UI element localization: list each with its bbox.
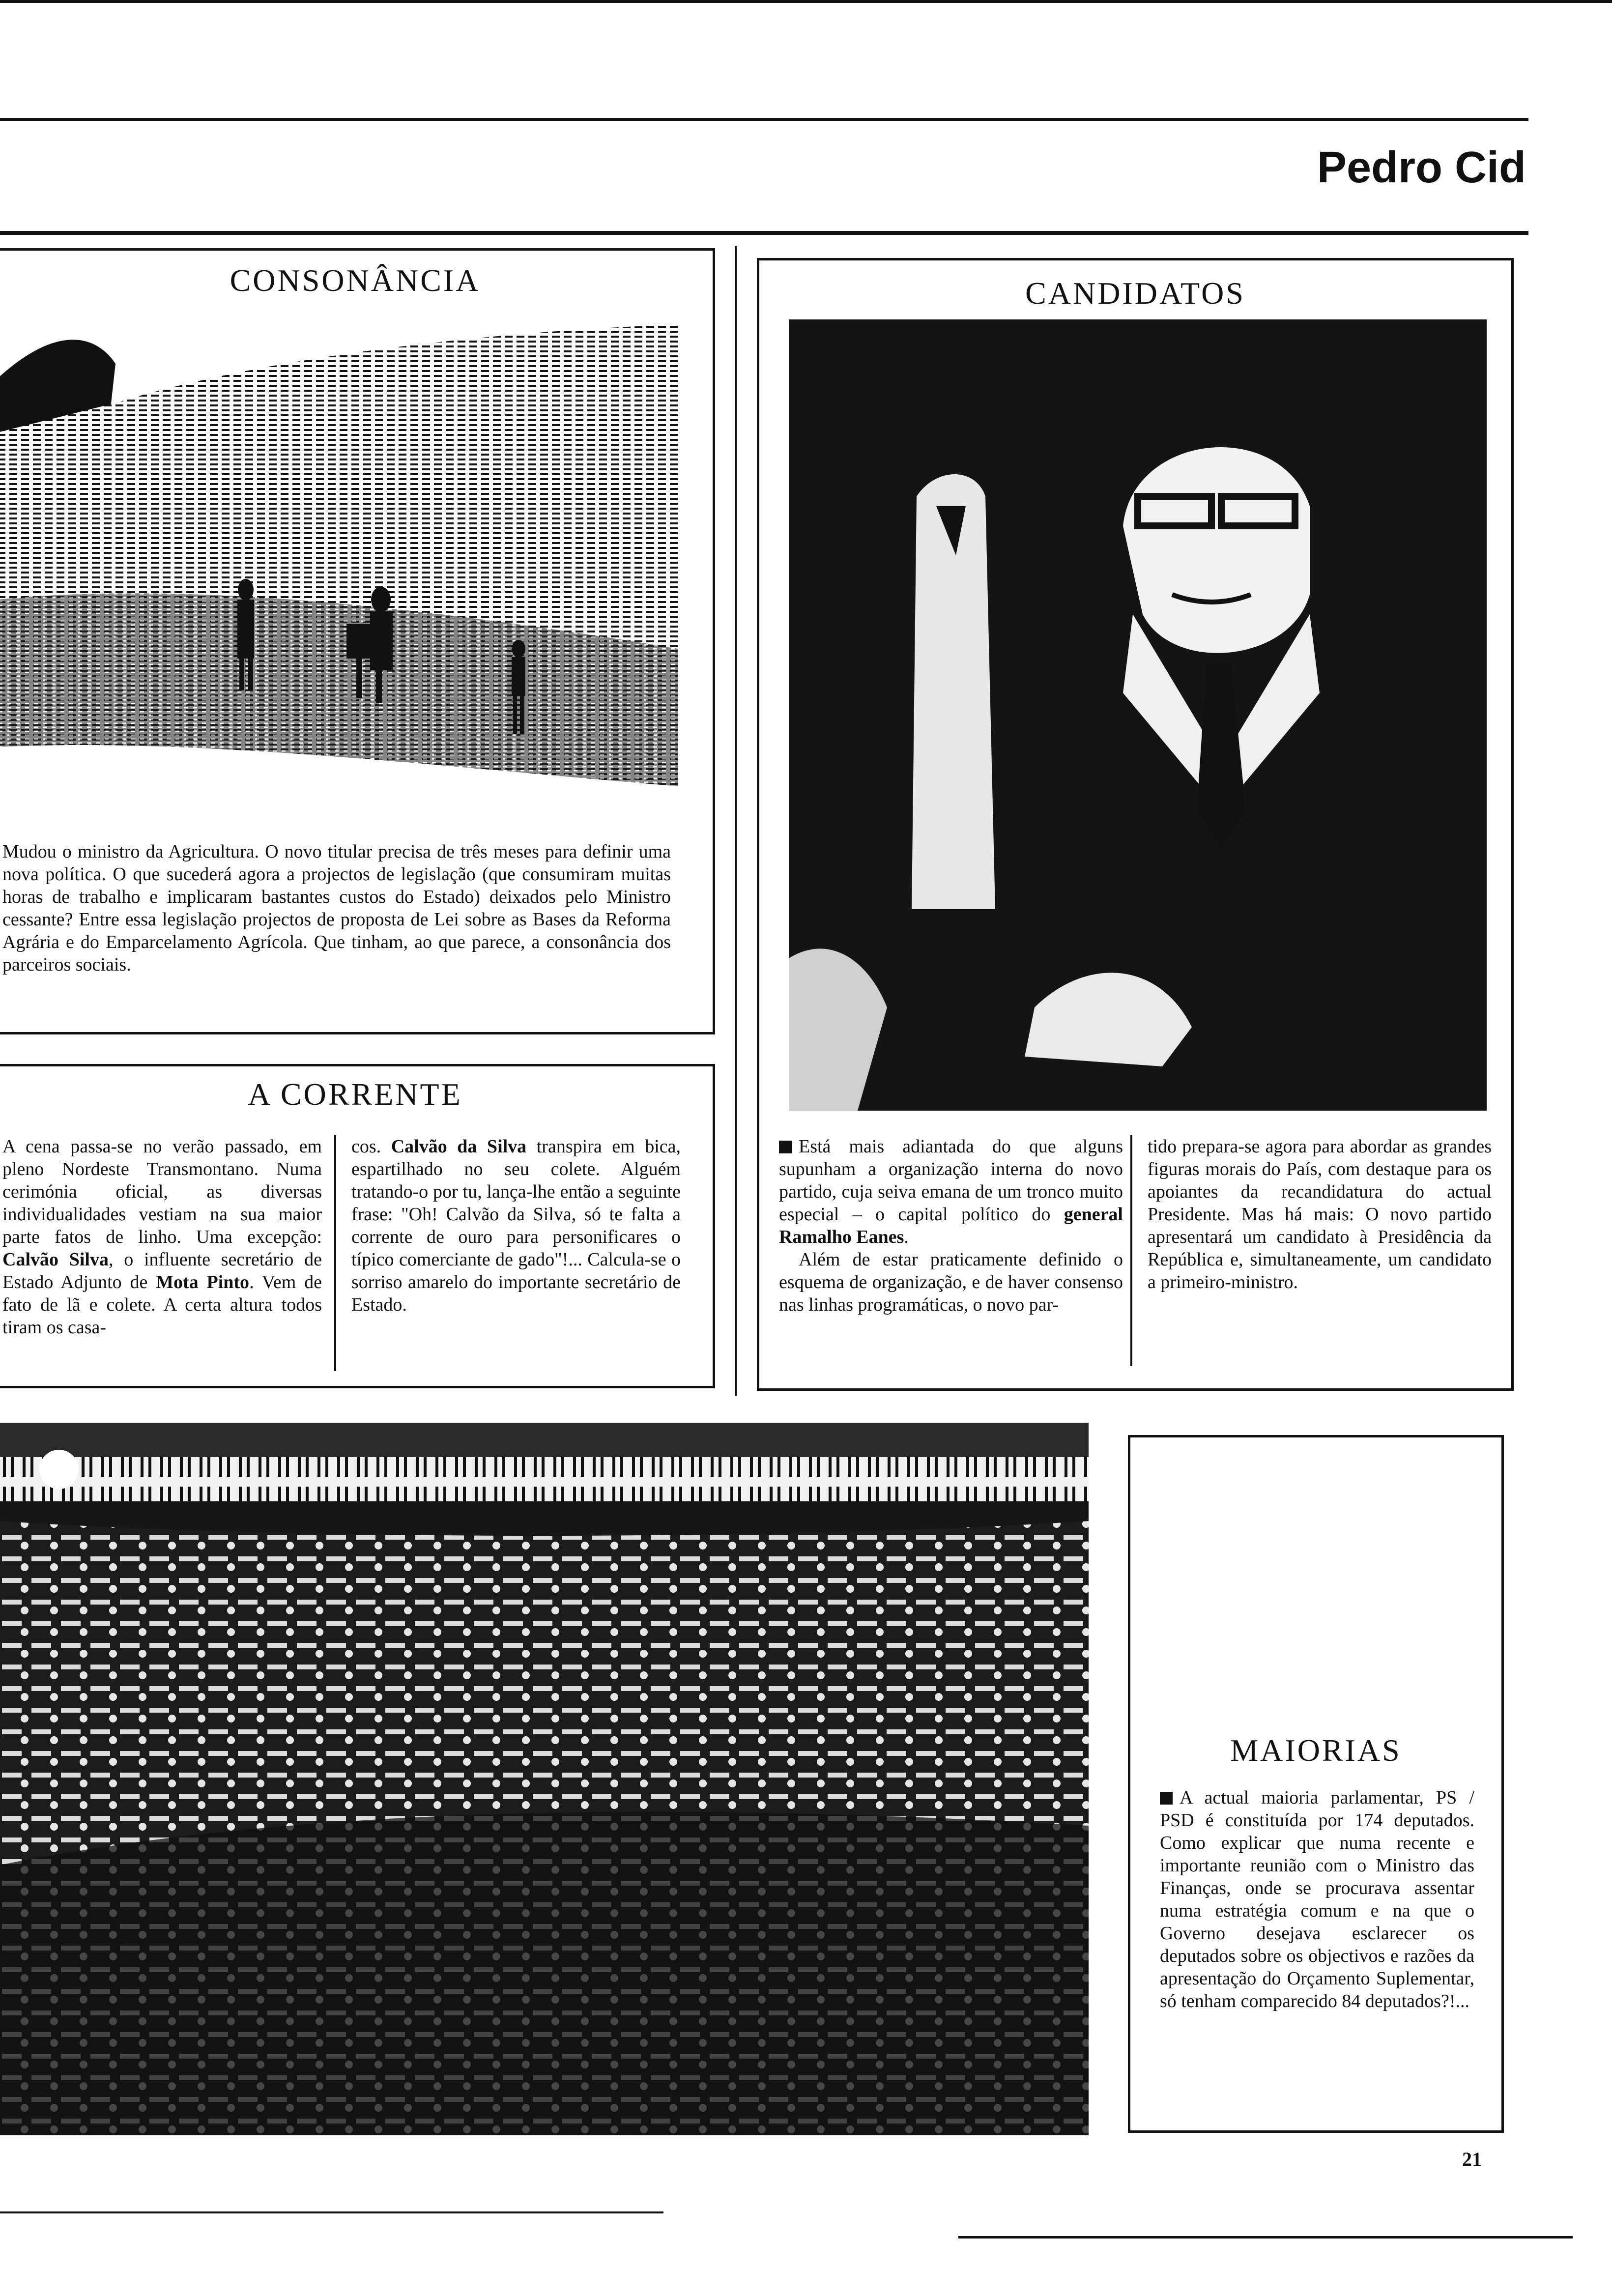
candidatos-col1-text-b: .	[904, 1227, 909, 1247]
candidatos-box	[757, 258, 1514, 1391]
candidatos-col-divider	[1130, 1135, 1132, 1366]
bullet-square-icon	[1160, 1792, 1173, 1805]
corrente-col1-name2: Mota Pinto	[156, 1272, 250, 1292]
corrente-col2-text-a: cos.	[351, 1136, 391, 1157]
maiorias-text	[1160, 1786, 1474, 2012]
corrente-col1-text-b: , o influente secretário de Estado Adjunto de	[2, 1249, 322, 1292]
corrente-col1-text-c: . Vem de fato de lã e colete. A certa altura todos tiram os casa-	[2, 1272, 322, 1338]
portrait-photo	[789, 319, 1487, 1111]
candidatos-title: CANDIDATOS	[1025, 276, 1245, 311]
maiorias-title: MAIORIAS	[1230, 1733, 1402, 1768]
corrente-col1-text-a: A cena passa-se no verão passado, em pleno Nordeste Transmontano. Numa cerimónia oficial, as diversas individualidades vestiam na sua maior parte fatos de linho. Uma excepção:	[2, 1136, 322, 1247]
consonancia-title: CONSONÂNCIA	[230, 263, 481, 298]
corrente-col1-name: Calvão Silva	[2, 1249, 109, 1270]
header-rule-top	[0, 118, 1528, 121]
candidatos-col1-text-c: Além de estar praticamente definido o esquema de organização, e de haver consenso nas linhas programáticas, o novo par-	[779, 1249, 1123, 1315]
candidatos-column-1	[779, 1135, 1123, 1316]
corrente-col2-name: Calvão da Silva	[391, 1136, 527, 1157]
consonancia-caption: Mudou o ministro da Agricultura. O novo titular precisa de três meses para definir uma nova política. O que sucederá agora a projectos de legislação (que consumiram muitas horas de trabalho e implicaram bastantes custos do Estado) deixados pelo Ministro cessante? Entre essa legislação projectos de proposta de Lei sobre as Bases da Reforma Agrária e do Emparcelamento Agrícola. Que tinham, ao que parece, a consonância dos parceiros sociais.	[2, 841, 671, 975]
corrente-box	[0, 1064, 715, 1388]
header-rule-bottom	[0, 231, 1528, 235]
bullet-square-icon	[779, 1141, 792, 1153]
maiorias-body: A actual maioria parlamentar, PS / PSD é constituída por 174 deputados. Como explicar que numa recente e importante reunião com o Ministro das Finanças, onde se procurava assentar numa estratégia comum e na que o Governo desejava esclarecer os deputados sobre os objectivos e razões da apresentação do Orçamento Suplementar, só tenham comparecido 84 deputados?!...	[1160, 1787, 1474, 2011]
landscape-illustration	[0, 305, 678, 811]
corrente-column-1	[2, 1135, 322, 1339]
bottom-rule-left	[0, 2211, 663, 2213]
candidatos-col1-text-a: Está mais adiantada do que alguns supunham a organização interna do novo partido, cuja seiva emana de um tronco muito especial – o capital político do	[779, 1136, 1123, 1225]
portrait-illustration	[789, 319, 1487, 1111]
column-divider	[735, 246, 737, 1396]
candidatos-column-2: tido prepara-se agora para abordar as grandes figuras morais do País, com destaque para os apoiantes da recandidatura do actual Presidente. Mas há mais: O novo partido apresentará um candidato à Presidência da República e, simultaneamente, um candidato a primeiro-ministro.	[1148, 1136, 1492, 1292]
candidatos-col1-name: general Ramalho Eanes	[779, 1204, 1123, 1247]
consonancia-box	[0, 248, 715, 1034]
corrente-title: A CORRENTE	[248, 1077, 462, 1112]
landscape-photo	[0, 305, 678, 811]
corrente-column-2	[351, 1135, 681, 1316]
maiorias-box	[1128, 1435, 1504, 2133]
author-name: Pedro Cid	[1317, 143, 1526, 192]
corrente-col-divider	[334, 1135, 336, 1371]
corrente-col2-text-b: transpira em bica, espartilhado no seu colete. Alguém tratando-o por tu, lança-lhe então a seguinte frase: "Oh! Calvão da Silva, só te falta a corrente de ouro para personificares o típico comerciante de gado"!... Calcula-se o sorriso amarelo do importante secretário de Estado.	[351, 1136, 681, 1315]
bottom-rule-right	[958, 2236, 1573, 2239]
page-number: 21	[1462, 2148, 1482, 2170]
parliament-photo	[0, 1423, 1089, 2135]
parliament-illustration	[0, 1423, 1089, 2135]
top-rule	[0, 0, 1612, 3]
